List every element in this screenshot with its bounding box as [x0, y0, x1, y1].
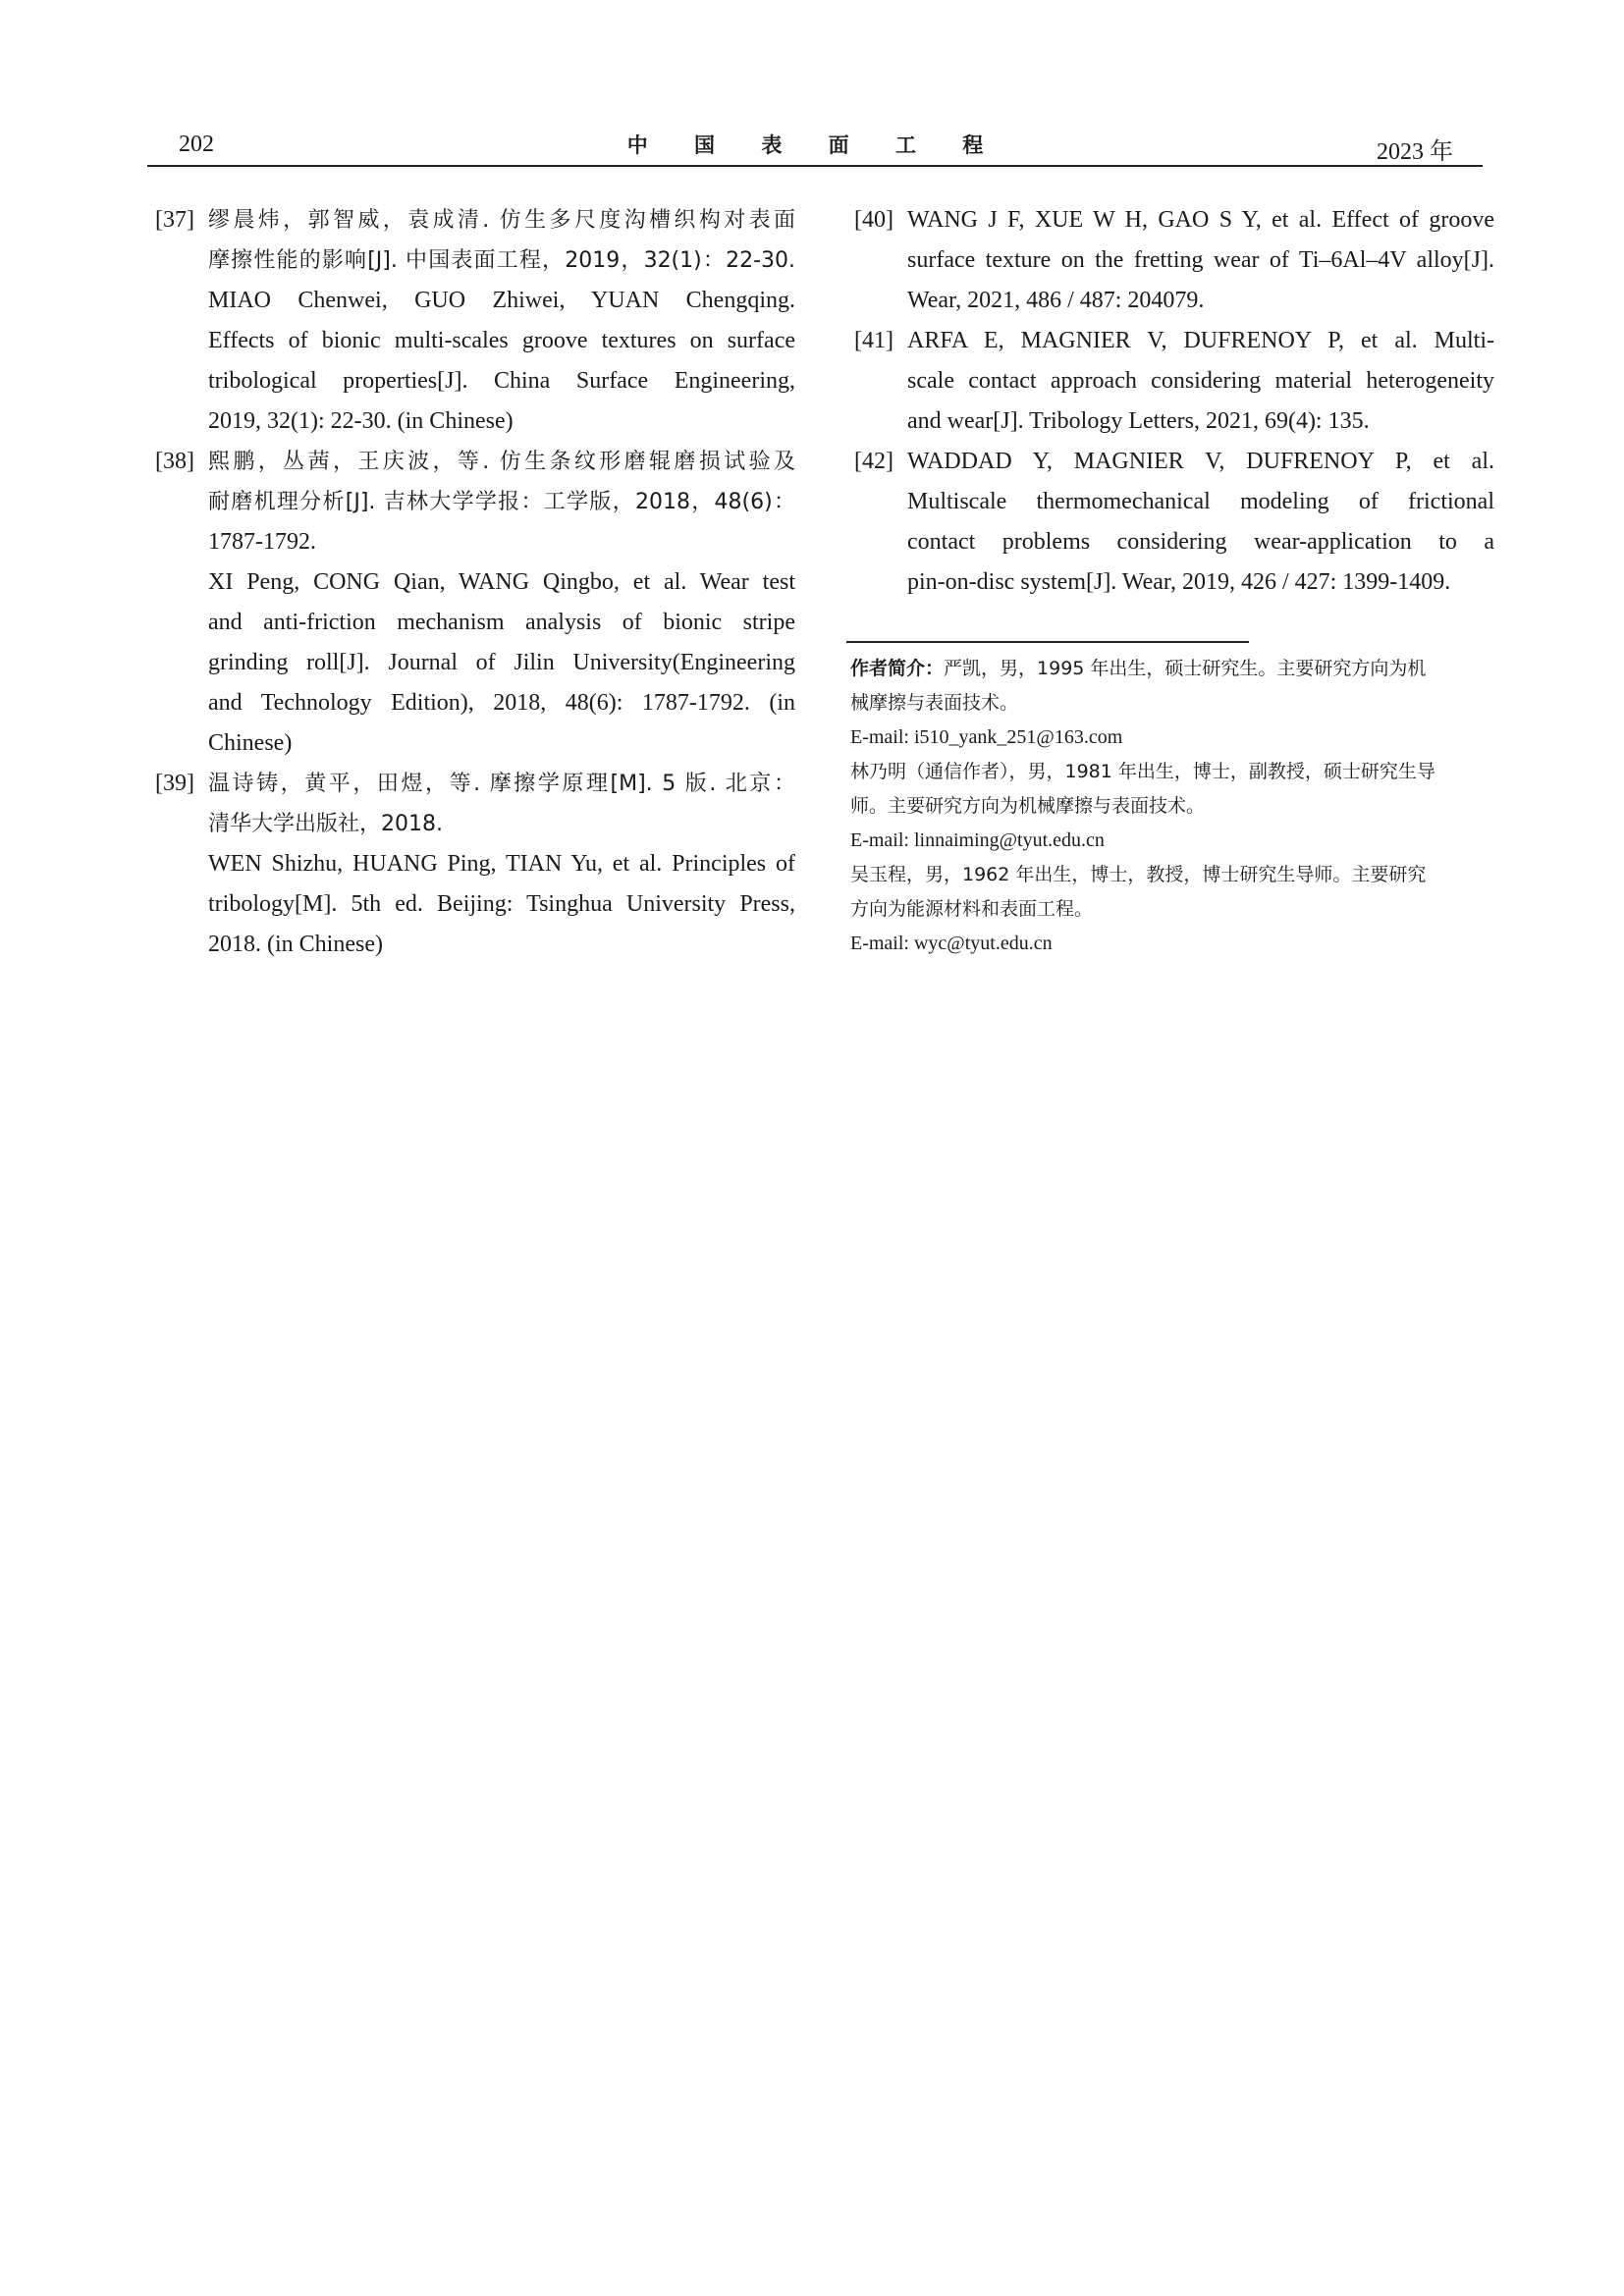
- page-number: 202: [179, 132, 214, 157]
- reference-line: scale contact approach considering material heterogeneity: [907, 368, 1494, 394]
- reference-number: [37]: [155, 207, 194, 233]
- journal-title: 中 国 表 面 工 程: [626, 133, 1003, 157]
- reference-42: [846, 442, 1494, 603]
- right-column: [846, 200, 1494, 603]
- reference-line: surface texture on the fretting wear of Ti–6Al–4V alloy[J].: [907, 247, 1494, 273]
- bio-line: 械摩擦与表面技术。: [850, 692, 1019, 714]
- reference-line: 缪晨炜，郭智威，袁成清. 仿生多尺度沟槽织构对表面: [208, 208, 795, 233]
- bio-line: [850, 652, 1494, 686]
- reference-line: Wear, 2021, 486 / 487: 204079.: [907, 288, 1205, 313]
- bio-email: E-mail: i510_yank_251@163.com: [850, 726, 1123, 748]
- bio-line: 吴玉程，男，1962 年出生，博士，教授，博士研究生导师。主要研究: [850, 864, 1427, 885]
- bio-label: 作者简介：: [850, 658, 945, 679]
- reference-line: 清华大学出版社，2018.: [208, 812, 443, 836]
- reference-line: XI Peng, CONG Qian, WANG Qingbo, et al. Wear test: [208, 569, 795, 595]
- bio-line: 师。主要研究方向为机械摩擦与表面技术。: [850, 795, 1206, 817]
- reference-number: [38]: [155, 449, 194, 474]
- bio-line: 林乃明（通信作者），男，1981 年出生，博士，副教授，硕士研究生导: [850, 761, 1435, 782]
- reference-line: 2019, 32(1): 22-30. (in Chinese): [208, 408, 514, 434]
- reference-line: pin-on-disc system[J]. Wear, 2019, 426 / 427: 1399-1409.: [907, 569, 1451, 595]
- reference-39: [147, 764, 795, 965]
- reference-line: 温诗铸，黄平，田煜，等. 摩擦学原理[M]. 5 版. 北京：: [208, 772, 795, 796]
- bio-line: 方向为能源材料和表面工程。: [850, 898, 1094, 920]
- bio-email: E-mail: linnaiming@tyut.edu.cn: [850, 829, 1105, 851]
- reference-line: 2018. (in Chinese): [208, 932, 383, 957]
- reference-number: [42]: [854, 449, 893, 474]
- reference-line: contact problems considering wear-application to a: [907, 529, 1494, 555]
- reference-line: WANG J F, XUE W H, GAO S Y, et al. Effect of groove: [907, 207, 1494, 233]
- reference-number: [41]: [854, 328, 893, 353]
- reference-line: Effects of bionic multi-scales groove textures on surface: [208, 328, 795, 353]
- reference-number: [39]: [155, 771, 194, 796]
- reference-37: [147, 200, 795, 442]
- reference-line: tribological properties[J]. China Surface Engineering,: [208, 368, 795, 394]
- reference-number: [40]: [854, 207, 893, 233]
- author-bio: [850, 652, 1494, 961]
- reference-line: MIAO Chenwei, GUO Zhiwei, YUAN Chengqing.: [208, 288, 795, 313]
- reference-line: grinding roll[J]. Journal of Jilin University(Engineering: [208, 650, 795, 675]
- reference-line: 耐磨机理分析[J]. 吉林大学学报：工学版，2018，48(6)：: [208, 490, 795, 514]
- reference-line: WEN Shizhu, HUANG Ping, TIAN Yu, et al. Principles of: [208, 851, 795, 877]
- reference-41: [846, 321, 1494, 442]
- running-header: [147, 126, 1483, 167]
- footnote-divider: [846, 641, 1249, 643]
- reference-line: and anti-friction mechanism analysis of bionic stripe: [208, 610, 795, 635]
- reference-line: 熙鹏，丛茜，王庆波，等. 仿生条纹形磨辊磨损试验及: [208, 450, 795, 474]
- reference-line: 1787-1792.: [208, 529, 316, 555]
- reference-line: WADDAD Y, MAGNIER V, DUFRENOY P, et al.: [907, 449, 1494, 474]
- reference-line: and Technology Edition), 2018, 48(6): 1787-1792. (in: [208, 690, 795, 716]
- reference-line: Chinese): [208, 730, 293, 756]
- reference-line: tribology[M]. 5th ed. Beijing: Tsinghua University Press,: [208, 891, 795, 917]
- reference-38: [147, 442, 795, 764]
- reference-line: Multiscale thermomechanical modeling of frictional: [907, 489, 1494, 514]
- bio-email: E-mail: wyc@tyut.edu.cn: [850, 933, 1053, 954]
- year: 2023 年: [1377, 139, 1453, 165]
- reference-40: [846, 200, 1494, 321]
- bio-text: 严凯，男，1995 年出生，硕士研究生。主要研究方向为机: [944, 658, 1427, 679]
- left-column: [147, 200, 795, 965]
- reference-line: ARFA E, MAGNIER V, DUFRENOY P, et al. Multi-: [907, 328, 1494, 353]
- reference-line: and wear[J]. Tribology Letters, 2021, 69(4): 135.: [907, 408, 1370, 434]
- reference-line: 摩擦性能的影响[J]. 中国表面工程，2019，32(1)：22-30.: [208, 248, 795, 273]
